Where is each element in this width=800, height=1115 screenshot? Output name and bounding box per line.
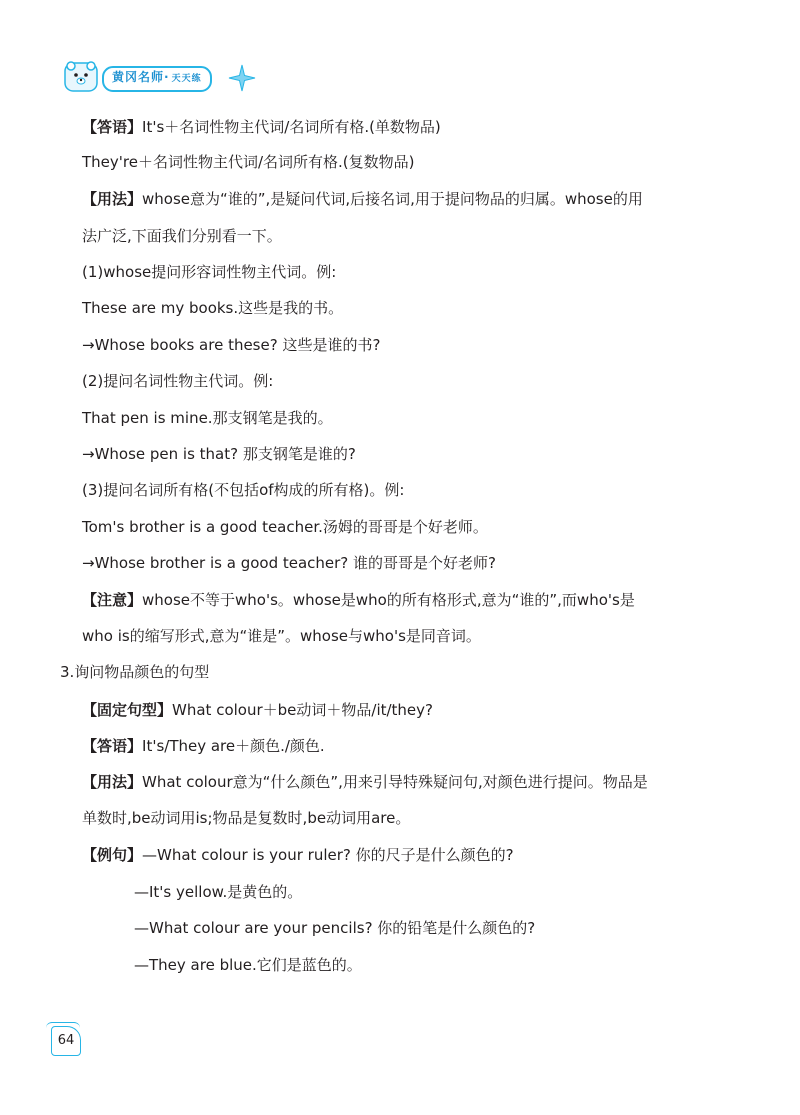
example-line: —It's yellow.是黄色的。 (134, 883, 303, 901)
text-line: (3)提问名词所有格(不包括of构成的所有格)。例: (82, 481, 405, 499)
text-line: (2)提问名词性物主代词。例: (82, 372, 274, 390)
text-line: 【答语】It's＋名词性物主代词/名词所有格.(单数物品) (82, 118, 441, 136)
text-line: They're＋名词性物主代词/名词所有格.(复数物品) (82, 153, 415, 171)
text-line: →Whose pen is that? 那支钢笔是谁的? (82, 445, 356, 463)
text-line: 【答语】It's/They are＋颜色./颜色. (82, 737, 325, 755)
text-line: 【固定句型】What colour＋be动词＋物品/it/they? (82, 701, 434, 719)
text-line: →Whose brother is a good teacher? 谁的哥哥是个好老师? (82, 554, 497, 572)
text-line: 单数时,be动词用is;物品是复数时,be动词用are。 (82, 809, 411, 827)
text-line: Tom's brother is a good teacher.汤姆的哥哥是个好老师。 (82, 518, 488, 536)
text-line: (1)whose提问形容词性物主代词。例: (82, 263, 337, 281)
sparkle-icon (228, 64, 256, 92)
text-line: These are my books.这些是我的书。 (82, 299, 344, 317)
brand-title: 黄冈名师· 天天练 (102, 66, 212, 92)
text-line: 【注意】whose不等于who's。whose是who的所有格形式,意为“谁的”,而who's是 (82, 591, 635, 609)
example-line: —They are blue.它们是蓝色的。 (134, 956, 362, 974)
section-heading: 3.询问物品颜色的句型 (60, 663, 210, 681)
text-line: 【用法】whose意为“谁的”,是疑问代词,后接名词,用于提问物品的归属。whose的用 (82, 190, 643, 208)
example-line: —What colour are your pencils? 你的铅笔是什么颜色的? (134, 919, 536, 937)
bear-logo-icon (62, 58, 100, 96)
page-header (62, 58, 282, 98)
text-line: who is的缩写形式,意为“谁是”。whose与who's是同音词。 (82, 627, 481, 645)
page-number: 64 (51, 1026, 81, 1056)
text-line: →Whose books are these? 这些是谁的书? (82, 336, 381, 354)
text-line: That pen is mine.那支钢笔是我的。 (82, 409, 333, 427)
text-line: 【例句】—What colour is your ruler? 你的尺子是什么颜色的? (82, 846, 514, 864)
text-line: 法广泛,下面我们分别看一下。 (82, 227, 282, 245)
text-line: 【用法】What colour意为“什么颜色”,用来引导特殊疑问句,对颜色进行提问。物品是 (82, 773, 648, 791)
